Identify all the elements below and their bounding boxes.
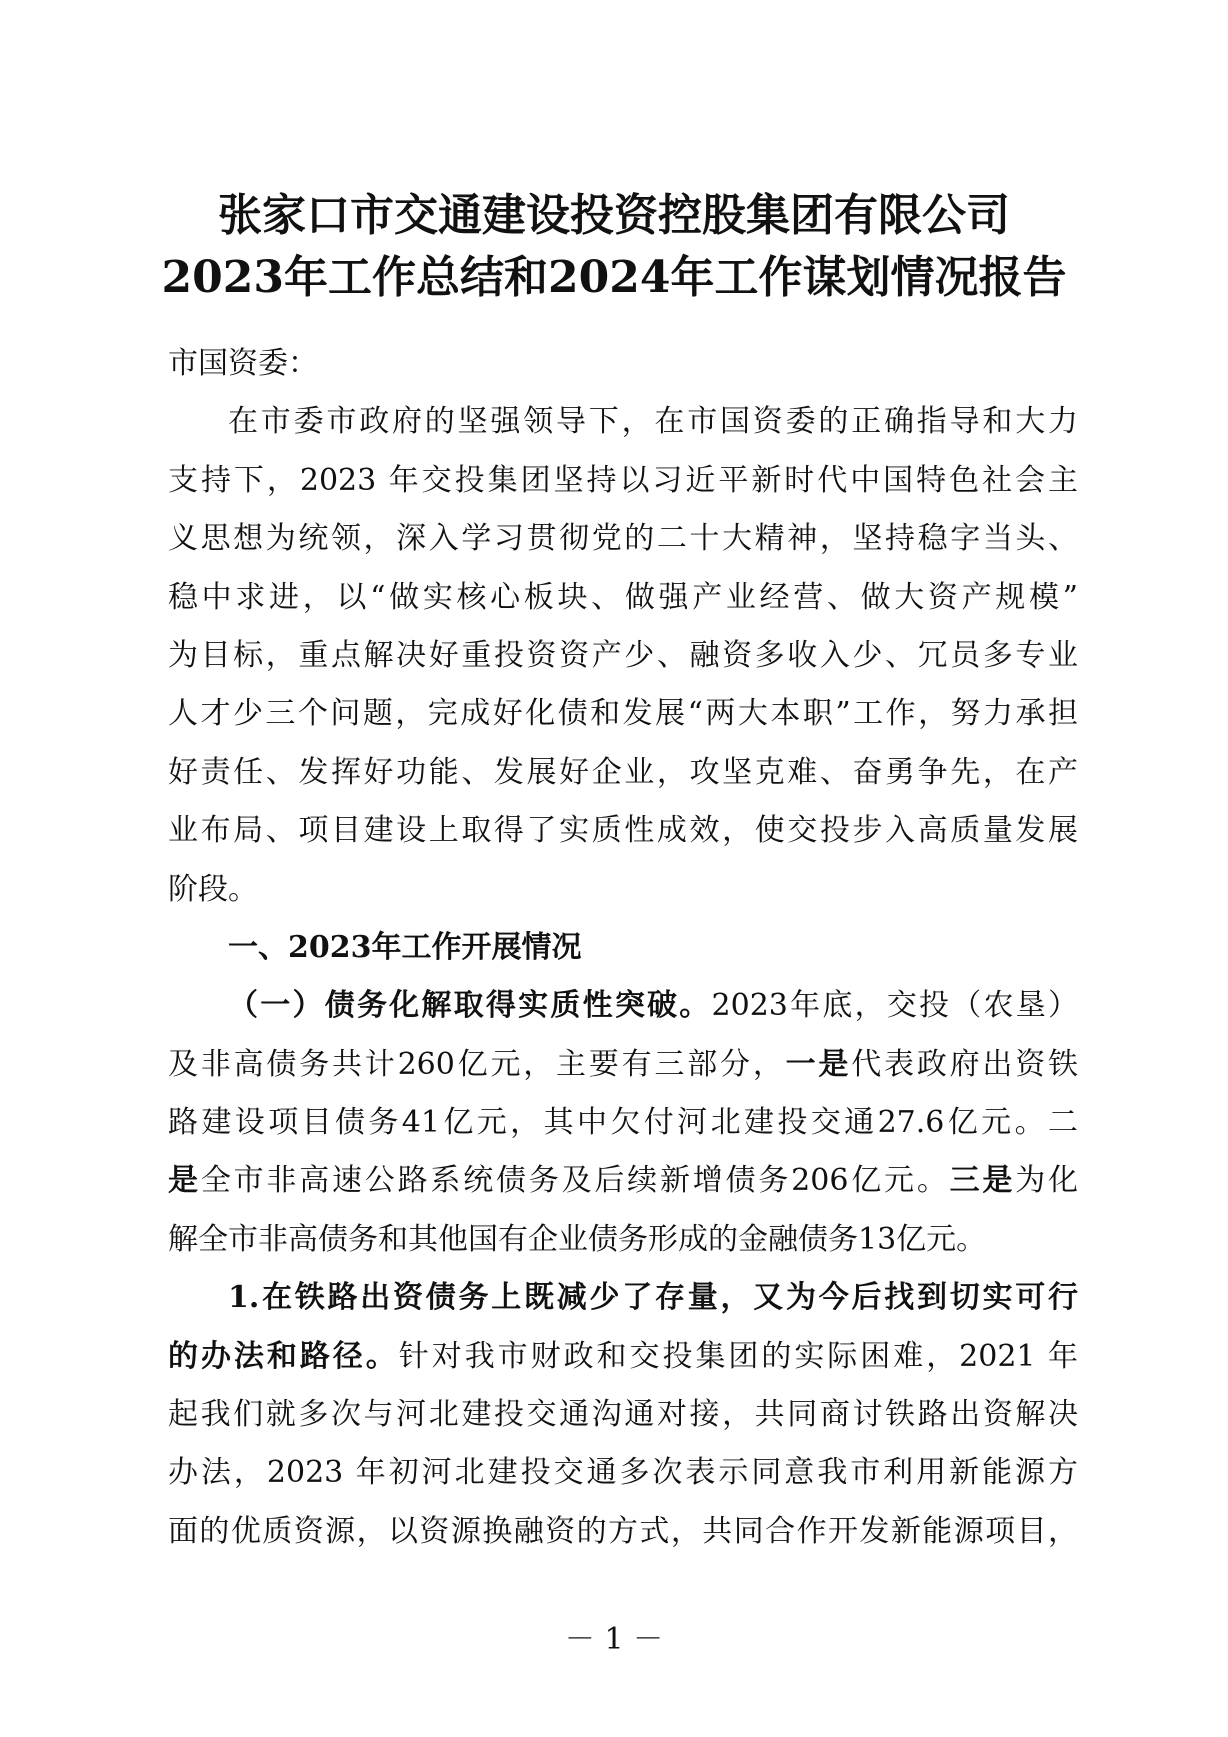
intro-line: 业布局、项目建设上取得了实质性成效，使交投步入高质量发展 (168, 813, 1078, 849)
subsection1-line (168, 977, 1078, 1035)
subsection1-line (168, 1152, 1078, 1210)
subsection1-text: 为化 (1015, 1163, 1079, 1199)
second-item-marker: 是 (168, 1163, 201, 1199)
subsection1-heading: （一）债务化解取得实质性突破。 (228, 988, 712, 1024)
point1-line (168, 1328, 1078, 1386)
point1-paragraph (168, 1269, 1078, 1561)
subsection1-text: 全市非高速公路系统债务及后续新增债务206亿元。 (200, 1163, 950, 1199)
point1-line: 起我们就多次与河北建投交通沟通对接，共同商讨铁路出资解决 (168, 1397, 1078, 1433)
intro-line: 阶段。 (168, 871, 258, 907)
subsection1-line (168, 1036, 1078, 1094)
subsection1-text: 代表政府出资铁 (851, 1046, 1079, 1082)
point1-heading-end: 的办法和路径。 (168, 1338, 399, 1374)
intro-line: 支持下，2023 年交投集团坚持以习近平新时代中国特色社会主 (168, 462, 1078, 498)
subsection1-line: 解全市非高债务和其他国有企业债务形成的金融债务13亿元。 (168, 1221, 987, 1257)
intro-line: 为目标，重点解决好重投资资产少、融资多收入少、冗员多专业 (168, 637, 1078, 673)
intro-line: 稳中求进，以“做实核心板块、做强产业经营、做大资产规模” (168, 579, 1078, 615)
third-item-marker: 三是 (949, 1163, 1016, 1199)
intro-line: 在市委市政府的坚强领导下，在市国资委的正确指导和大力 (228, 404, 1078, 440)
subsection1-paragraph (168, 977, 1078, 1269)
point1-heading: 1.在铁路出资债务上既减少了存量，又为今后找到切实可行 (228, 1280, 1078, 1316)
report-body (168, 335, 1078, 1561)
salutation: 市国资委： (168, 346, 318, 381)
point1-text: 针对我市财政和交投集团的实际困难，2021 年 (398, 1338, 1079, 1374)
intro-line: 好责任、发挥好功能、发展好企业，攻坚克难、奋勇争先，在产 (168, 754, 1078, 790)
report-title-line1: 张家口市交通建设投资控股集团有限公司 (218, 190, 1010, 241)
intro-line: 人才少三个问题，完成好化债和发展“两大本职”工作，努力承担 (168, 696, 1078, 732)
subsection1-text: 及非高债务共计260亿元，主要有三部分， (168, 1046, 786, 1082)
page-number: － 1 － (564, 1622, 664, 1657)
report-title-line2: 2023年工作总结和2024年工作谋划情况报告 (161, 252, 1067, 303)
subsection1-text: 2023年底，交投（农垦） (711, 988, 1078, 1024)
intro-paragraph (168, 393, 1078, 919)
section1-heading: 一、2023年工作开展情况 (228, 929, 582, 965)
first-item-marker: 一是 (785, 1046, 852, 1082)
subsection1-line: 路建设项目债务41亿元，其中欠付河北建投交通27.6亿元。二 (168, 1105, 1078, 1141)
point1-line: 办法，2023 年初河北建投交通多次表示同意我市利用新能源方 (168, 1455, 1078, 1491)
intro-line: 义思想为统领，深入学习贯彻党的二十大精神，坚持稳字当头、 (168, 521, 1078, 557)
point1-line: 面的优质资源，以资源换融资的方式，共同合作开发新能源项目， (168, 1513, 1078, 1549)
